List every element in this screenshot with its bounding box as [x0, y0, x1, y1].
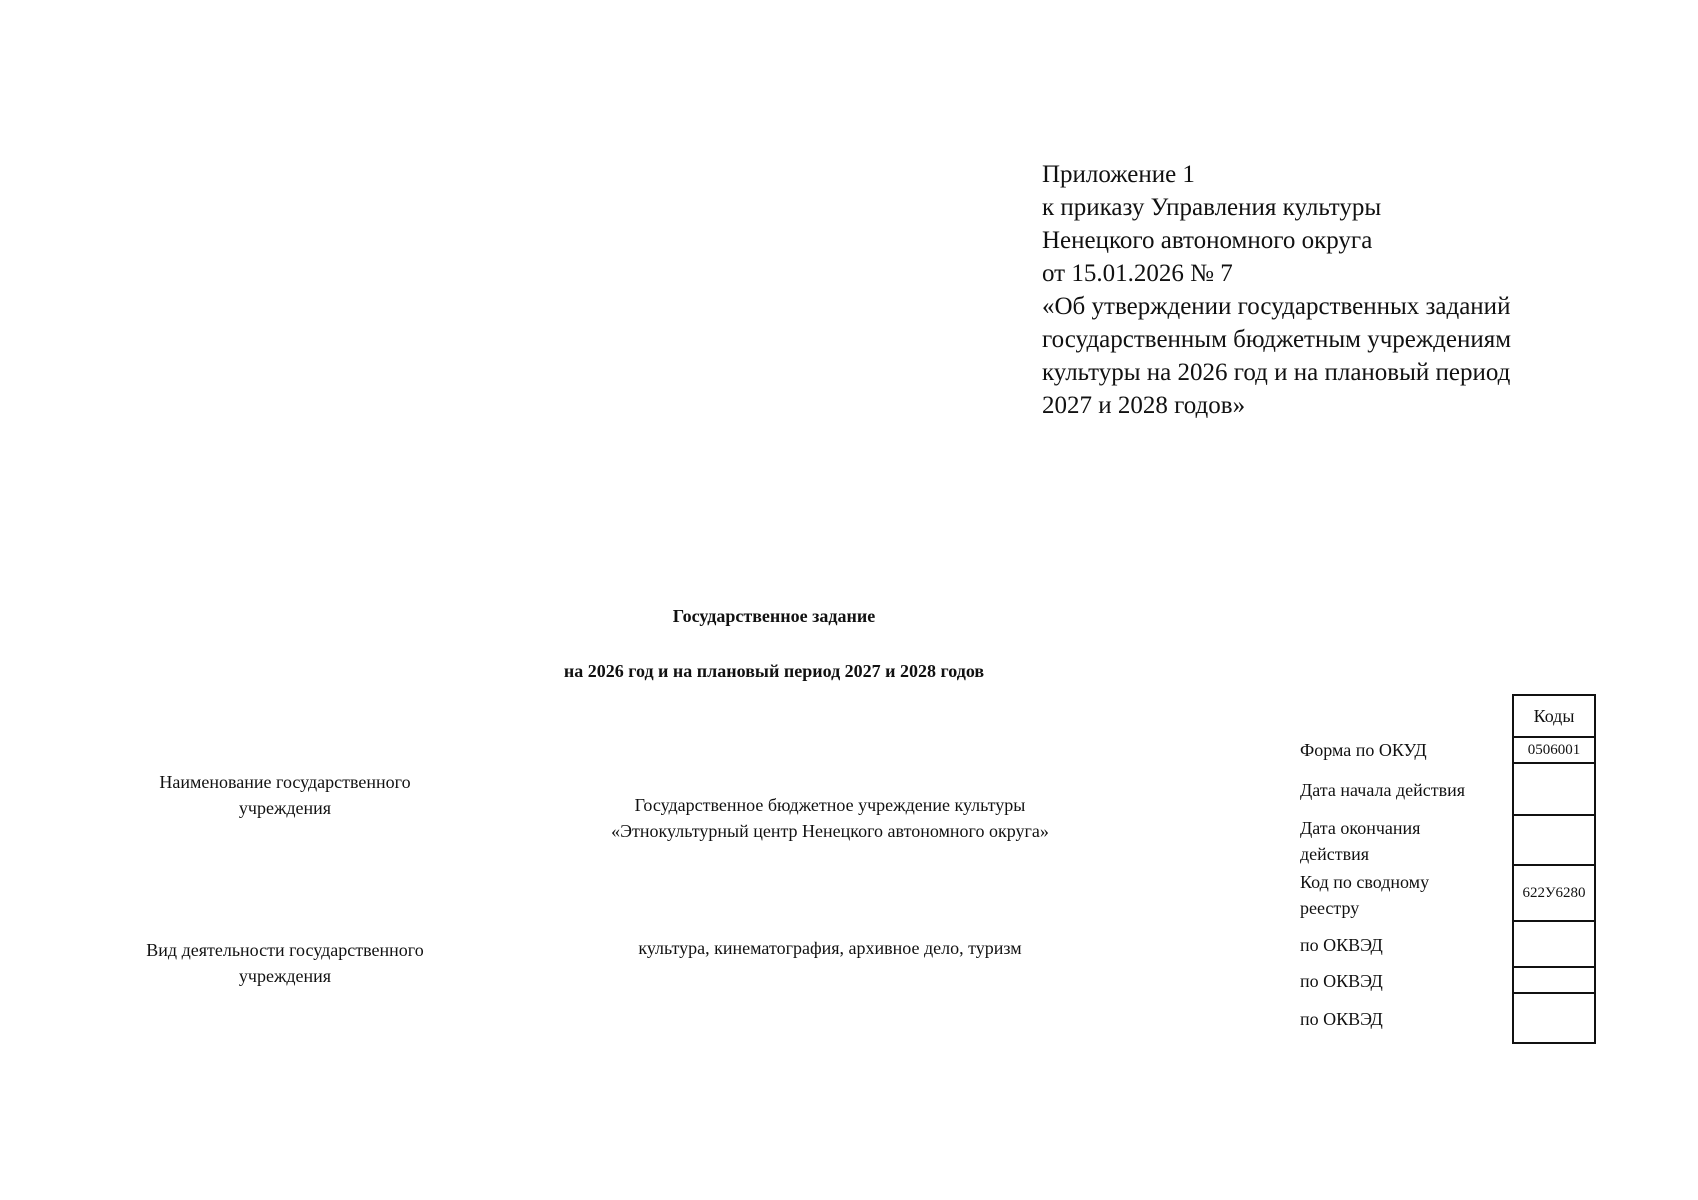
codes-header-text: Коды	[1533, 705, 1575, 726]
institution-name-value	[560, 792, 1100, 844]
activity-type-value	[560, 935, 1100, 961]
document-subtitle-row	[0, 661, 1698, 682]
end-date-label-line: Дата окончания	[1300, 818, 1421, 838]
appendix-line: культуры на 2026 год и на плановый период	[1042, 359, 1511, 386]
okved-label-3	[1300, 1006, 1383, 1032]
appendix-line: Ненецкого автономного округа	[1042, 227, 1373, 254]
registry-code-label-line: Код по сводному	[1300, 872, 1430, 892]
activity-type-label-line: учреждения	[238, 966, 332, 986]
appendix-line: к приказу Управления культуры	[1042, 194, 1382, 221]
document-title-row	[0, 606, 1698, 627]
institution-name-label	[120, 769, 450, 821]
document-title: Государственное задание	[672, 606, 876, 626]
appendix-line: от 15.01.2026 № 7	[1042, 260, 1233, 287]
institution-name-value-line: «Этнокультурный центр Ненецкого автономного округа»	[611, 821, 1049, 841]
start-date-label-line: Дата начала действия	[1300, 780, 1465, 800]
registry-code-value: 622У6280	[1522, 884, 1586, 901]
okud-code-cell	[1512, 738, 1596, 764]
okved-label-line: по ОКВЭД	[1300, 935, 1383, 955]
registry-code-label-line: реестру	[1300, 898, 1360, 918]
end-date-label-line: действия	[1300, 844, 1370, 864]
codes-header	[1512, 694, 1596, 738]
registry-code-label	[1300, 869, 1429, 921]
document-subtitle: на 2026 год и на плановый период 2027 и 2028 годов	[563, 661, 985, 681]
start-date-cell	[1512, 764, 1596, 816]
okved-label-2	[1300, 968, 1383, 994]
registry-code-cell	[1512, 866, 1596, 922]
institution-name-value-line: Государственное бюджетное учреждение культуры	[634, 795, 1026, 815]
activity-type-label-line: Вид деятельности государственного	[146, 940, 424, 960]
okud-code-value: 0506001	[1527, 741, 1581, 758]
okved-cell-3	[1512, 994, 1596, 1044]
institution-name-label-line: учреждения	[238, 798, 332, 818]
institution-name-label-line: Наименование государственного	[159, 772, 411, 792]
appendix-line: 2027 и 2028 годов»	[1042, 392, 1246, 419]
appendix-line: государственным бюджетным учреждениям	[1042, 326, 1512, 353]
activity-type-value-text: культура, кинематография, архивное дело, туризм	[638, 938, 1022, 958]
okved-cell-2	[1512, 968, 1596, 994]
okved-label-1	[1300, 932, 1383, 958]
okud-form-label-line: Форма по ОКУД	[1300, 740, 1427, 760]
appendix-line: «Об утверждении государственных заданий	[1042, 293, 1511, 320]
end-date-cell	[1512, 816, 1596, 866]
appendix-line: Приложение 1	[1042, 161, 1195, 188]
okved-cell-1	[1512, 922, 1596, 968]
appendix-header	[1042, 158, 1602, 422]
okved-label-line: по ОКВЭД	[1300, 1009, 1383, 1029]
end-date-label	[1300, 815, 1420, 867]
okved-label-line: по ОКВЭД	[1300, 971, 1383, 991]
okud-form-label	[1300, 737, 1427, 763]
activity-type-label	[110, 937, 460, 989]
start-date-label	[1300, 777, 1465, 803]
